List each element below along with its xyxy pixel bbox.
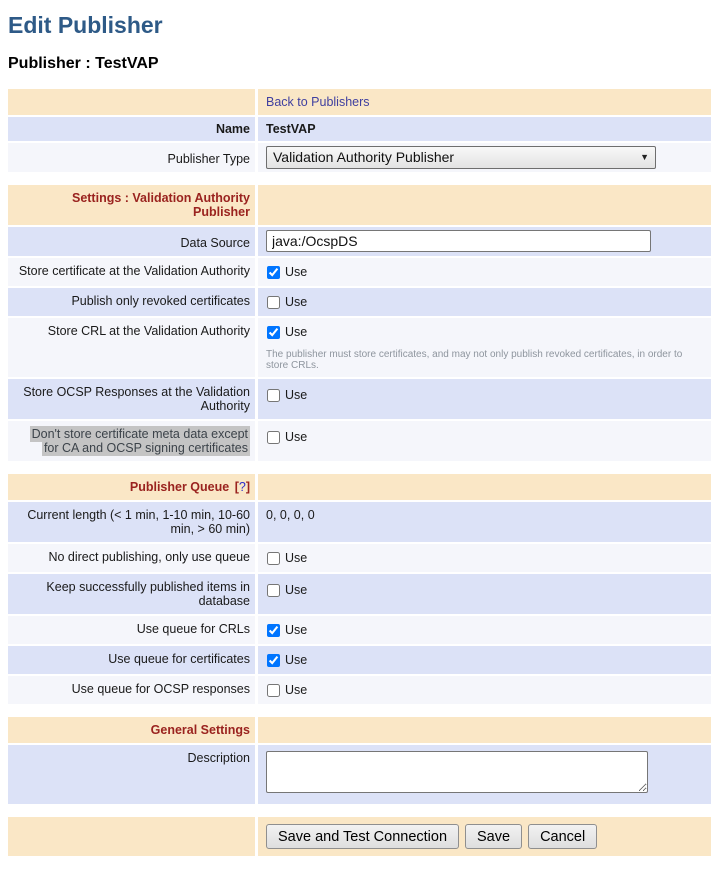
queue-crls-checkbox[interactable] — [267, 624, 280, 637]
description-textarea[interactable] — [266, 751, 648, 793]
use-label: Use — [285, 683, 308, 697]
data-source-input[interactable] — [266, 230, 651, 252]
use-label: Use — [285, 653, 308, 667]
general-header-spacer — [258, 717, 711, 743]
queue-certificates-row — [8, 646, 711, 674]
queue-ocsp-checkbox[interactable] — [267, 684, 280, 697]
publisher-type-row — [8, 143, 711, 172]
queue-ocsp-label: Use queue for OCSP responses — [8, 676, 255, 704]
no-direct-publishing-label: No direct publishing, only use queue — [8, 544, 255, 572]
publish-only-revoked-checkbox[interactable] — [267, 296, 280, 309]
store-ocsp-row — [8, 379, 711, 419]
no-direct-publishing-row — [8, 544, 711, 572]
queue-crls-label: Use queue for CRLs — [8, 616, 255, 644]
publisher-type-label: Publisher Type — [8, 143, 255, 172]
settings-table — [8, 185, 711, 461]
general-section-title: General Settings — [8, 717, 255, 743]
queue-help-link[interactable]: ? — [238, 480, 246, 494]
settings-header-row — [8, 185, 711, 225]
store-certificate-row — [8, 258, 711, 286]
no-direct-publishing-checkbox[interactable] — [267, 552, 280, 565]
current-length-value: 0, 0, 0, 0 — [258, 502, 711, 542]
keep-published-row — [8, 574, 711, 614]
keep-published-checkbox[interactable] — [267, 584, 280, 597]
name-label: Name — [8, 117, 255, 141]
basic-info-table — [8, 89, 711, 172]
back-to-publishers-link[interactable]: Back to Publishers — [266, 95, 370, 109]
queue-header-spacer — [258, 474, 711, 500]
actions-table — [8, 817, 711, 856]
store-crl-row — [8, 318, 711, 377]
store-ocsp-label: Store OCSP Responses at the Validation Authority — [8, 379, 255, 419]
save-button[interactable]: Save — [465, 824, 522, 849]
queue-section-title: Publisher Queue — [129, 480, 230, 494]
use-label: Use — [285, 265, 308, 279]
publish-only-revoked-label: Publish only revoked certificates — [8, 288, 255, 316]
use-label: Use — [285, 551, 308, 565]
dropdown-arrow-icon: ▼ — [640, 152, 649, 162]
dont-store-meta-checkbox[interactable] — [267, 431, 280, 444]
dont-store-meta-row — [8, 421, 711, 461]
data-source-label: Data Source — [8, 227, 255, 256]
keep-published-label: Keep successfully published items in database — [8, 574, 255, 614]
use-label: Use — [285, 623, 308, 637]
page-title: Edit Publisher — [8, 12, 163, 38]
page-subtitle: Publisher : TestVAP — [8, 55, 159, 72]
use-label: Use — [285, 430, 308, 444]
current-length-row — [8, 502, 711, 542]
store-crl-checkbox[interactable] — [267, 326, 280, 339]
queue-certificates-label: Use queue for certificates — [8, 646, 255, 674]
back-link-row — [8, 89, 711, 115]
general-header-row — [8, 717, 711, 743]
help-bracket-open: [ — [234, 480, 239, 494]
actions-row — [8, 817, 711, 856]
queue-crls-row — [8, 616, 711, 644]
publisher-type-select-wrap — [266, 146, 656, 169]
settings-header-spacer — [258, 185, 711, 225]
data-source-row — [8, 227, 711, 256]
use-label: Use — [285, 325, 308, 339]
publisher-queue-table — [8, 474, 711, 704]
store-ocsp-checkbox[interactable] — [267, 389, 280, 402]
queue-certificates-checkbox[interactable] — [267, 654, 280, 667]
publish-only-revoked-row — [8, 288, 711, 316]
actions-spacer — [8, 817, 255, 856]
settings-section-title: Settings : Validation Authority Publisher — [8, 185, 255, 225]
cancel-button[interactable]: Cancel — [528, 824, 597, 849]
use-label: Use — [285, 583, 308, 597]
use-label: Use — [285, 388, 308, 402]
name-value: TestVAP — [258, 117, 711, 141]
name-row — [8, 117, 711, 141]
store-certificate-label: Store certificate at the Validation Authority — [8, 258, 255, 286]
queue-ocsp-row — [8, 676, 711, 704]
description-row — [8, 745, 711, 804]
back-link-row-spacer — [8, 89, 255, 115]
description-label: Description — [8, 745, 255, 804]
publisher-type-select[interactable] — [266, 146, 656, 169]
help-bracket-close: ] — [245, 480, 250, 494]
current-length-label: Current length (< 1 min, 1-10 min, 10-60 min, > 60 min) — [8, 502, 255, 542]
dont-store-meta-label: Don't store certificate meta data except for CA and OCSP signing certificates — [31, 427, 248, 455]
use-label: Use — [285, 295, 308, 309]
store-crl-note: The publisher must store certificates, and may not only publish revoked certificates, in order to store CRLs. — [266, 349, 683, 371]
store-crl-label: Store CRL at the Validation Authority — [8, 318, 255, 377]
save-and-test-connection-button[interactable]: Save and Test Connection — [266, 824, 459, 849]
store-certificate-checkbox[interactable] — [267, 266, 280, 279]
queue-header-row — [8, 474, 711, 500]
general-settings-table — [8, 717, 711, 804]
